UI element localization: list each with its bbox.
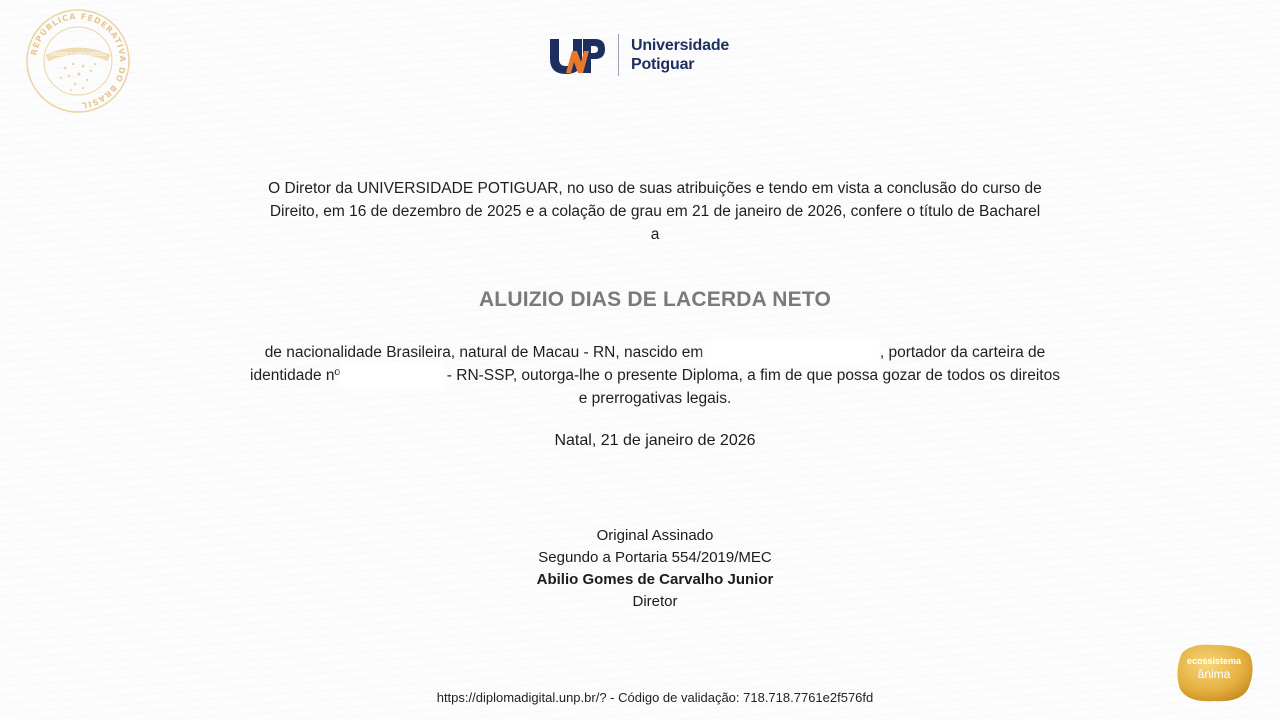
university-logo bbox=[548, 34, 729, 76]
logo-line2: Potiguar bbox=[631, 56, 695, 73]
signer-name: Abilio Gomes de Carvalho Junior bbox=[536, 571, 774, 588]
logo-line1: Universidade bbox=[631, 37, 730, 54]
redacted-birthdate bbox=[708, 343, 876, 363]
identification-line1 bbox=[140, 341, 1170, 364]
conferral-line2: Direito, em 16 de dezembro de 2025 e a colação de grau em 21 de janeiro de 2026, confere o título de Bacharel bbox=[269, 203, 1041, 220]
conferral-line1: O Diretor da UNIVERSIDADE POTIGUAR, no uso de suas atribuições e tendo em vista a conclusão do curso de bbox=[268, 180, 1042, 197]
place-date: Natal, 21 de janeiro de 2026 bbox=[554, 432, 756, 449]
badge-line2: ânima bbox=[1197, 667, 1231, 681]
ecossistema-anima-badge-icon bbox=[1172, 641, 1256, 705]
identification-line3: e prerrogativas legais. bbox=[578, 390, 732, 407]
signature-ordinance: Segundo a Portaria 554/2019/MEC bbox=[538, 549, 772, 566]
redacted-id-number bbox=[344, 366, 442, 386]
signature-block bbox=[400, 525, 910, 613]
conferral-paragraph bbox=[150, 177, 1160, 246]
unp-logo-icon bbox=[548, 35, 606, 75]
identification-paragraph bbox=[140, 341, 1170, 410]
validation-footer: https://diplomadigital.unp.br/? - Código de validação: 718.718.7761e2f576fd bbox=[436, 690, 874, 705]
badge-text bbox=[1172, 656, 1256, 682]
svg-text:REPÚBLICA FEDERATIVA DO BRASIL: REPÚBLICA FEDERATIVA DO BRASIL bbox=[29, 11, 128, 110]
identification-line2-start: identidade nº bbox=[250, 367, 341, 384]
svg-text:ORDEM E PROGRESSO: ORDEM E PROGRESSO bbox=[49, 52, 107, 58]
conferral-line3: a bbox=[650, 226, 660, 243]
graduate-name: ALUIZIO DIAS DE LACERDA NETO bbox=[478, 288, 832, 311]
identification-line1-start: de nacionalidade Brasileira, natural de Macau - RN, nascido em bbox=[264, 344, 704, 361]
identification-line2 bbox=[140, 364, 1170, 387]
signature-status: Original Assinado bbox=[596, 527, 714, 544]
coat-of-arms-seal-icon bbox=[25, 8, 131, 114]
badge-line1: ecossistema bbox=[1186, 656, 1242, 666]
identification-line2-end: - RN-SSP, outorga-lhe o presente Diploma, a fim de que possa gozar de todos os direitos bbox=[446, 367, 1060, 384]
university-name bbox=[631, 36, 729, 74]
signer-role: Diretor bbox=[632, 593, 678, 610]
identification-line1-end: , portador da carteira de bbox=[879, 344, 1046, 361]
logo-divider bbox=[618, 34, 619, 76]
